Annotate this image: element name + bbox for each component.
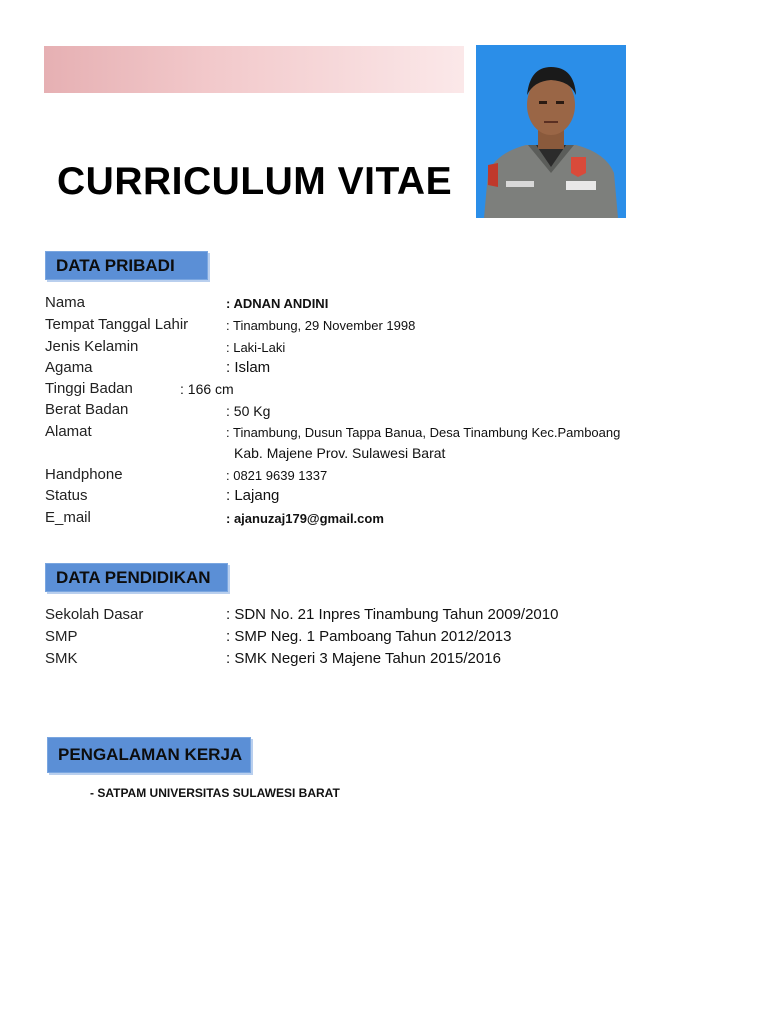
value-alamat-line2: Kab. Majene Prov. Sulawesi Barat bbox=[234, 445, 446, 461]
section-header-education: DATA PENDIDIKAN bbox=[45, 563, 228, 592]
profile-photo bbox=[476, 45, 626, 218]
value-sekolah-dasar: : SDN No. 21 Inpres Tinambung Tahun 2009/2010 bbox=[226, 606, 559, 623]
label-status: Status bbox=[45, 487, 88, 504]
label-email: E_mail bbox=[45, 509, 91, 526]
label-jenis-kelamin: Jenis Kelamin bbox=[45, 338, 139, 355]
decorative-header-band bbox=[44, 46, 464, 93]
label-alamat: Alamat bbox=[45, 423, 92, 440]
label-smk: SMK bbox=[45, 650, 78, 667]
value-nama: : ADNAN ANDINI bbox=[226, 296, 329, 311]
section-header-experience: PENGALAMAN KERJA bbox=[47, 737, 251, 773]
value-agama: : Islam bbox=[226, 359, 271, 376]
label-handphone: Handphone bbox=[45, 466, 123, 483]
label-agama: Agama bbox=[45, 359, 93, 376]
value-tinggi-badan: : 166 cm bbox=[180, 381, 234, 397]
value-smp: : SMP Neg. 1 Pamboang Tahun 2012/2013 bbox=[226, 628, 512, 645]
value-status: : Lajang bbox=[226, 487, 280, 504]
section-header-personal: DATA PRIBADI bbox=[45, 251, 208, 280]
label-sekolah-dasar: Sekolah Dasar bbox=[45, 606, 144, 623]
value-alamat: : Tinambung, Dusun Tappa Banua, Desa Tinambung Kec.Pamboang bbox=[226, 425, 621, 440]
value-berat-badan: : 50 Kg bbox=[226, 403, 271, 419]
value-jenis-kelamin: : Laki-Laki bbox=[226, 340, 286, 355]
page-title: CURRICULUM VITAE bbox=[57, 160, 453, 203]
label-smp: SMP bbox=[45, 628, 78, 645]
value-email: : ajanuzaj179@gmail.com bbox=[226, 511, 384, 526]
label-berat-badan: Berat Badan bbox=[45, 401, 129, 418]
value-smk: : SMK Negeri 3 Majene Tahun 2015/2016 bbox=[226, 650, 501, 667]
label-tinggi-badan: Tinggi Badan bbox=[45, 380, 133, 397]
value-ttl: : Tinambung, 29 November 1998 bbox=[226, 318, 416, 333]
experience-item: - SATPAM UNIVERSITAS SULAWESI BARAT bbox=[90, 786, 340, 800]
label-nama: Nama bbox=[45, 294, 86, 311]
value-handphone: : 0821 9639 1337 bbox=[226, 468, 328, 483]
label-ttl: Tempat Tanggal Lahir bbox=[45, 316, 189, 333]
